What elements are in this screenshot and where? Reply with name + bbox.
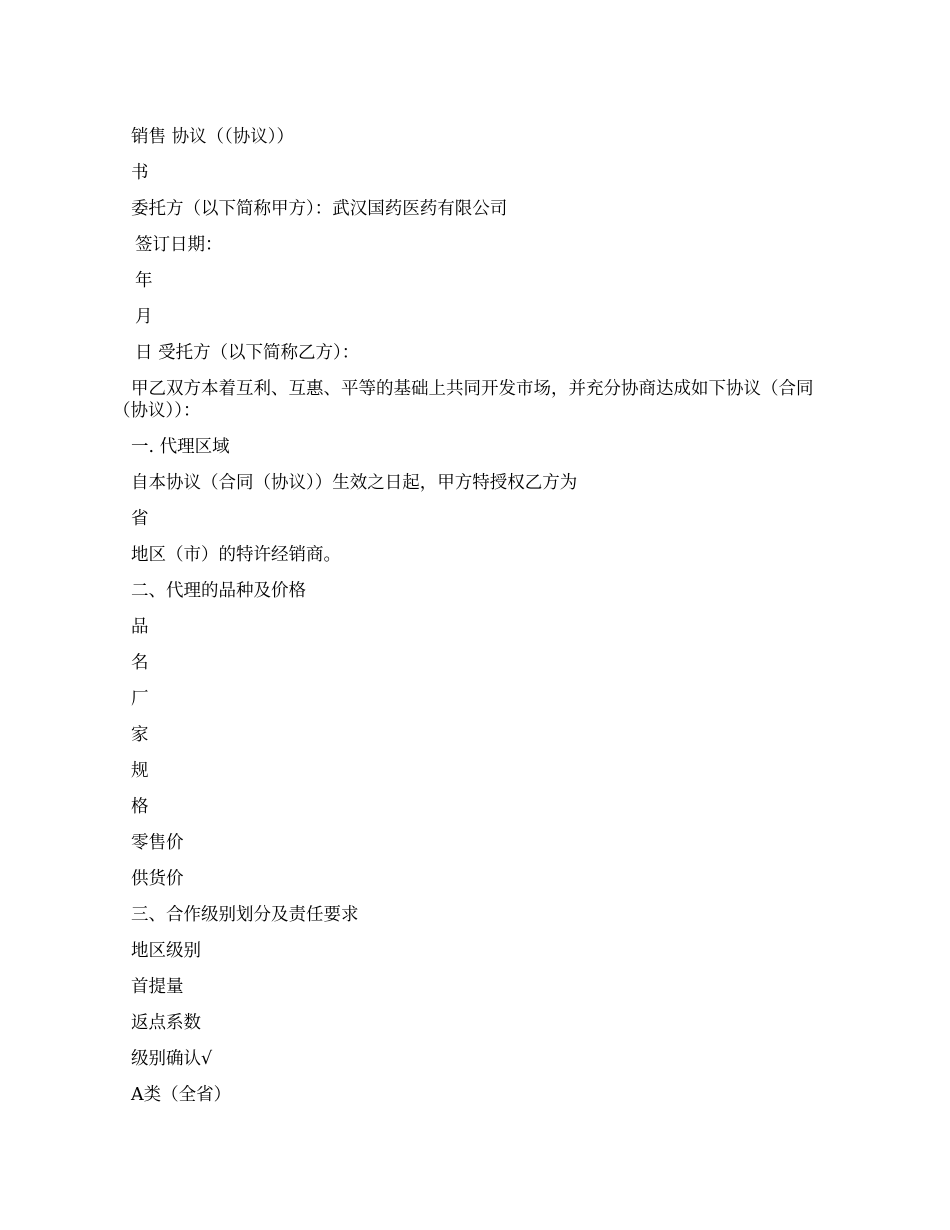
- level-table-header: 首提量: [131, 977, 184, 997]
- section1-text: 自本协议（合同（协议））生效之日起，甲方特授权乙方为: [131, 473, 578, 493]
- level-table-header: 地区级别: [131, 941, 201, 961]
- entrusting-party-line: 委托方（以下简称甲方）：武汉国药医药有限公司: [131, 199, 508, 219]
- product-table-header: 零售价: [131, 833, 184, 853]
- product-table-header: 格: [131, 797, 149, 817]
- section1-heading: 一. 代理区域: [131, 437, 230, 457]
- year-label: 年: [135, 271, 153, 291]
- section2-heading: 二、代理的品种及价格: [131, 581, 306, 601]
- product-table-header: 规: [131, 761, 149, 781]
- contract-title-suffix: 书: [131, 163, 149, 183]
- level-table-header: 返点系数: [131, 1013, 201, 1033]
- product-table-header: 名: [131, 653, 149, 673]
- month-label: 月: [135, 307, 153, 327]
- province-label: 省: [131, 509, 149, 529]
- level-row-a: A类（全省）: [131, 1085, 232, 1105]
- product-table-header: 品: [131, 617, 149, 637]
- level-table-header: 级别确认√: [131, 1049, 213, 1069]
- product-table-header: 家: [131, 725, 149, 745]
- section3-heading: 三、合作级别划分及责任要求: [131, 905, 359, 925]
- product-table-header: 厂: [131, 689, 149, 709]
- product-table-header: 供货价: [131, 869, 184, 889]
- signing-date-label: 签订日期：: [135, 235, 223, 255]
- contract-title: 销售 协议（（协议））: [131, 127, 295, 147]
- section1-text2: 地区（市）的特许经销商。: [131, 545, 341, 565]
- preamble-paragraph: 甲乙双方本着互利、互惠、平等的基础上共同开发市场，并充分协商达成如下协议（合同（协议））：: [113, 379, 814, 421]
- day-and-entrusted-party-line: 日 受托方（以下简称乙方）：: [135, 343, 360, 363]
